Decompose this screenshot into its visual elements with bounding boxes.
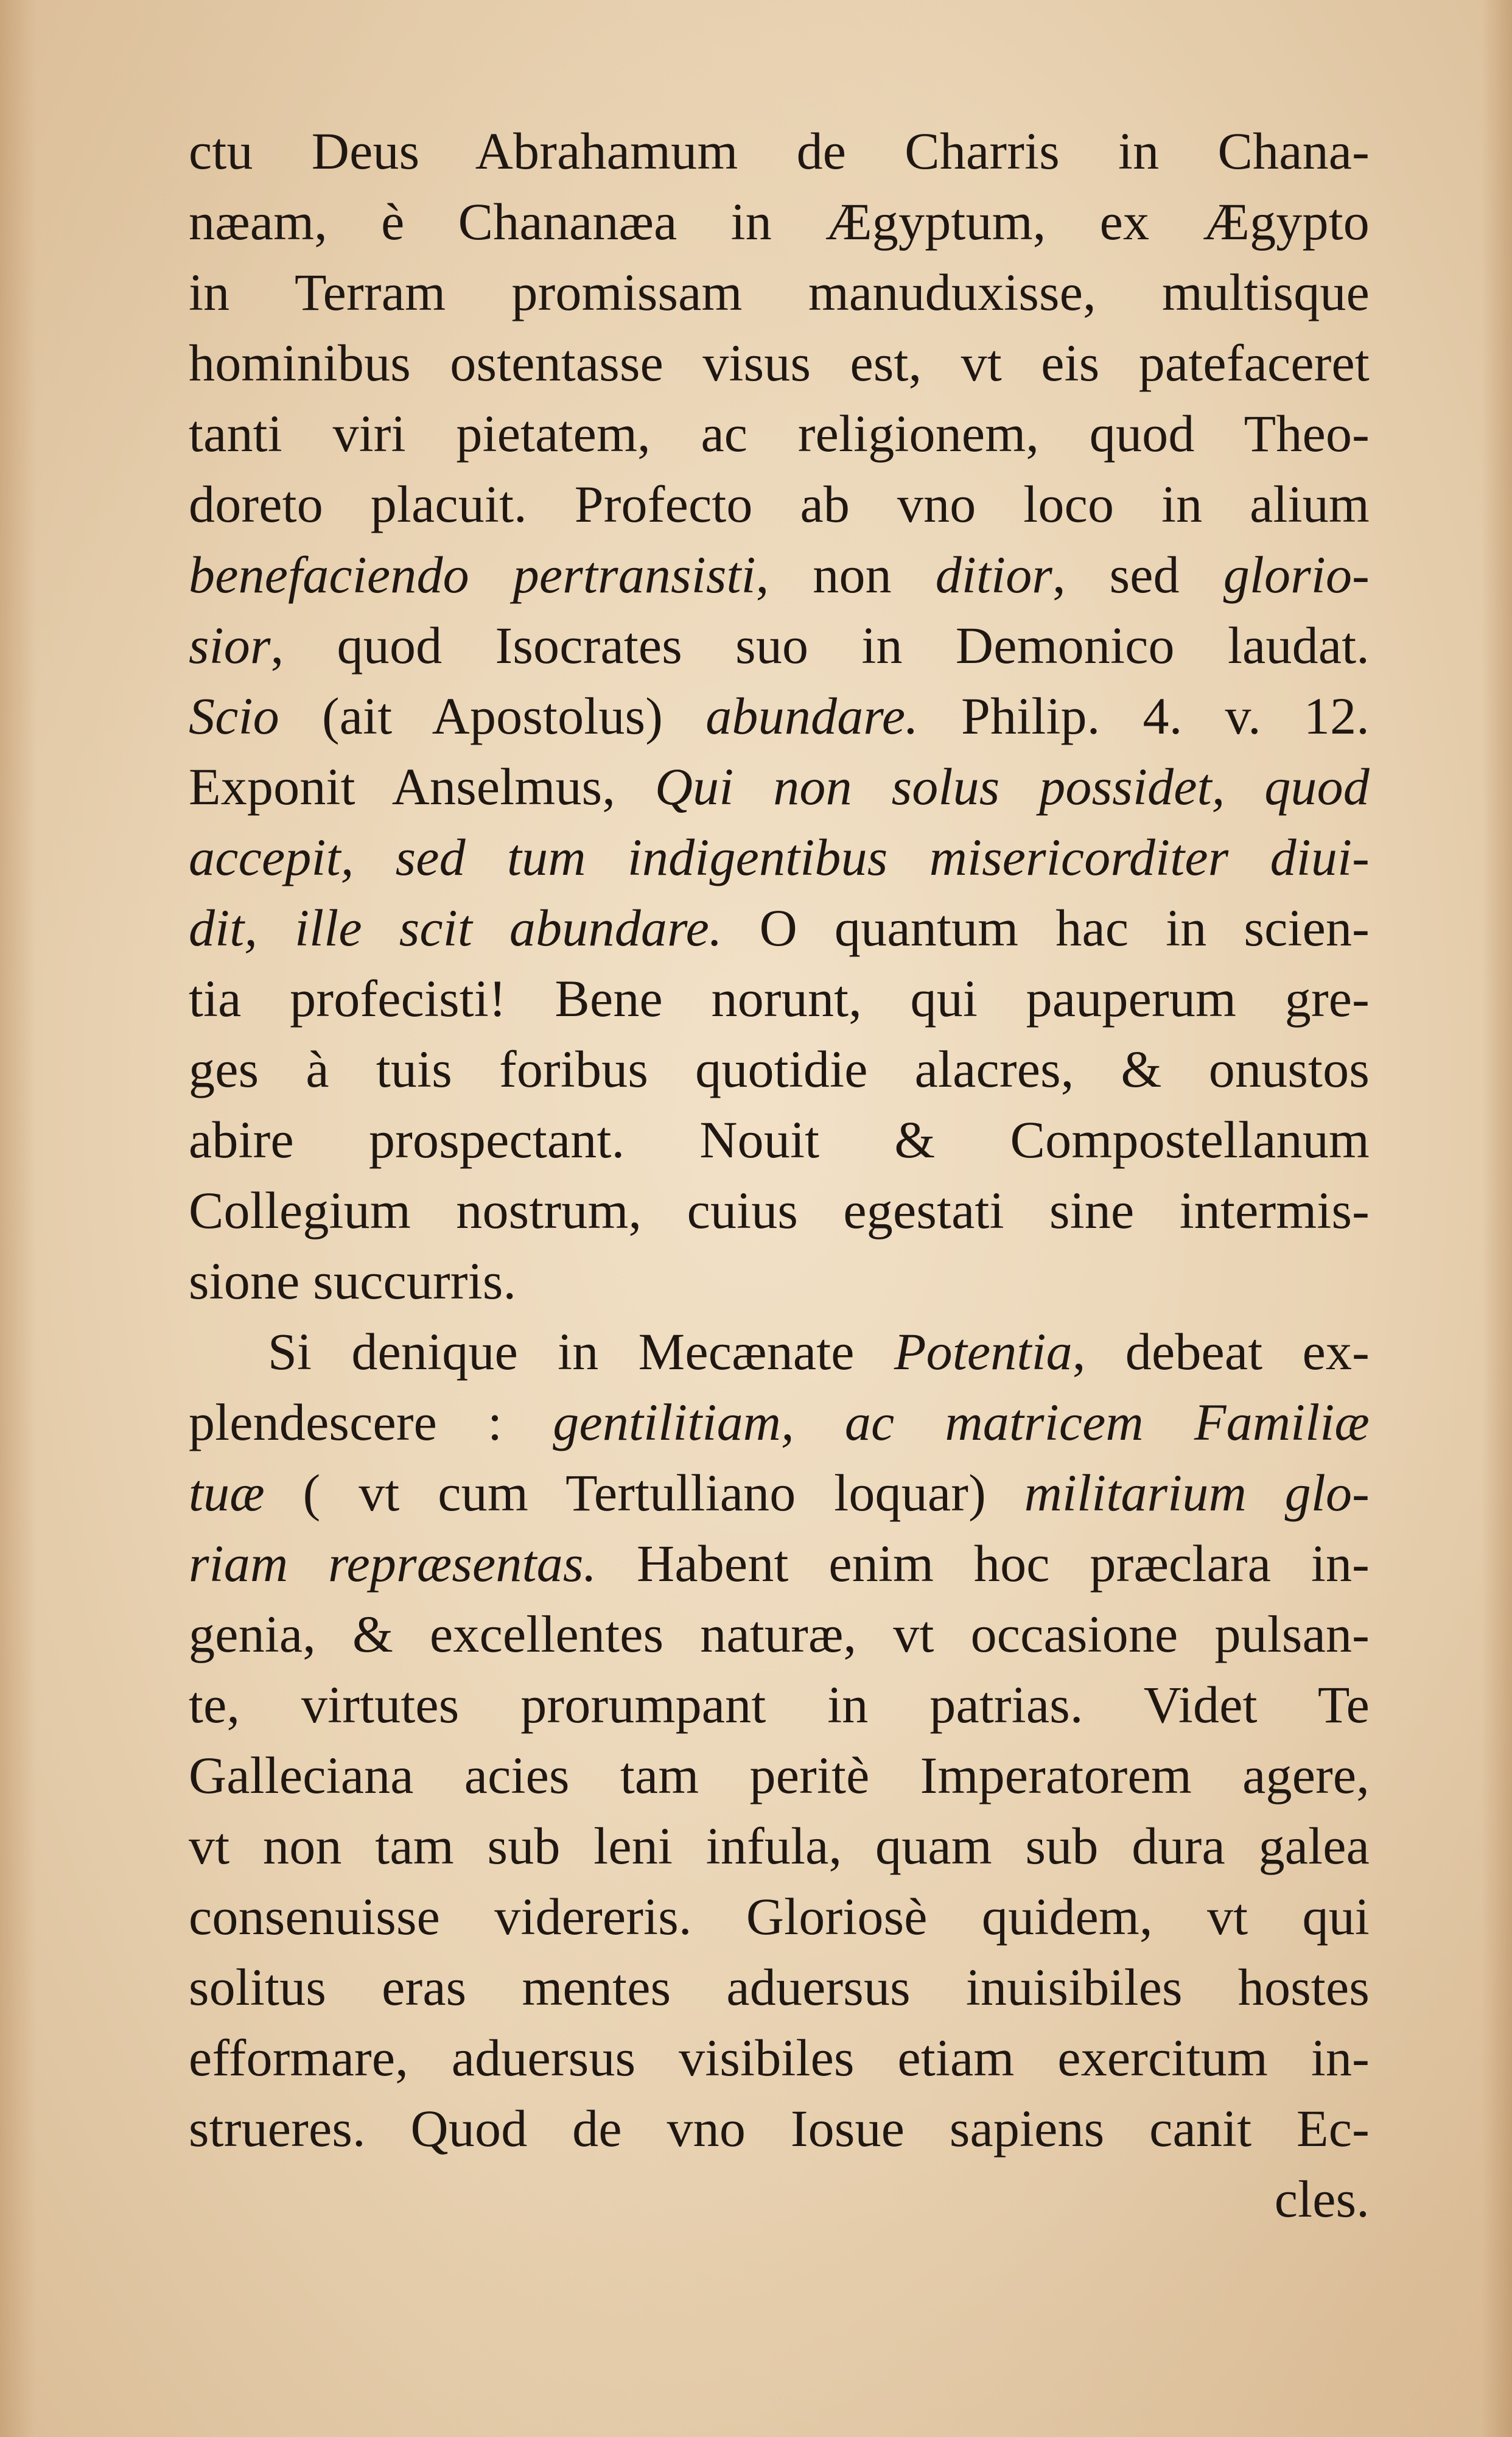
italic-text: sior — [189, 616, 271, 675]
roman-text: abire prospectant. Nouit & Compostellanum — [189, 1110, 1370, 1169]
text-line — [189, 1316, 1370, 1387]
text-line — [189, 469, 1370, 539]
italic-text: dit, ille scit abundare. — [189, 899, 723, 957]
roman-text: te, virtutes prorumpant in patrias. Videt Te — [189, 1675, 1370, 1734]
roman-text: consenuisse videreris. Gloriosè quidem, vt qui — [189, 1887, 1370, 1946]
text-line — [189, 1740, 1370, 1811]
text-line — [189, 1528, 1370, 1599]
roman-text: Exponit Anselmus, — [189, 757, 655, 816]
roman-text: cles. — [1274, 2170, 1370, 2228]
roman-text: O quantum hac in scien- — [722, 899, 1370, 957]
text-line — [189, 1387, 1370, 1457]
roman-text: hominibus ostentasse visus est, vt eis patefaceret — [189, 334, 1370, 392]
italic-text: ditior — [935, 545, 1053, 604]
italic-text: Qui non solus possidet, quod — [654, 757, 1370, 816]
roman-text: , sed — [1052, 545, 1223, 604]
roman-text: doreto placuit. Profecto ab vno loco in alium — [189, 475, 1370, 533]
roman-text: næam, è Chananæa in Ægyptum, ex Ægypto — [189, 192, 1370, 251]
text-line — [189, 1599, 1370, 1669]
roman-text: tanti viri pietatem, ac religionem, quod Theo- — [189, 404, 1370, 463]
text-line — [189, 892, 1370, 963]
roman-text: Habent enim hoc præclara in- — [597, 1534, 1370, 1593]
roman-text: genia, & excellentes naturæ, vt occasione pulsan- — [189, 1605, 1370, 1663]
roman-text: ges à tuis foribus quotidie alacres, & onustos — [189, 1040, 1370, 1098]
roman-text: plendescere : — [189, 1393, 553, 1451]
text-line — [189, 1175, 1370, 1246]
roman-text: tia profecisti! Bene norunt, qui pauperum gre- — [189, 969, 1370, 1028]
text-line — [189, 610, 1370, 681]
roman-text: , non — [755, 545, 936, 604]
roman-text: ctu Deus Abrahamum de Charris in Chana- — [189, 122, 1370, 180]
italic-text: tuæ — [189, 1464, 265, 1522]
text-line — [189, 186, 1370, 257]
roman-text: solitus eras mentes aduersus inuisibiles hostes — [189, 1958, 1370, 2016]
roman-text: ( vt cum Tertulliano loquar) — [264, 1464, 1024, 1522]
roman-text: , debeat ex- — [1072, 1322, 1370, 1381]
text-line — [189, 1952, 1370, 2022]
body-text — [189, 116, 1370, 2234]
text-line — [189, 116, 1370, 186]
text-line — [189, 681, 1370, 751]
roman-text: efformare, aduersus visibiles etiam exercitum in- — [189, 2028, 1370, 2087]
text-line — [189, 2164, 1370, 2234]
italic-text: Potentia — [894, 1322, 1073, 1381]
page-edge-shadow-right — [1482, 0, 1512, 2437]
text-line — [189, 822, 1370, 892]
text-line — [189, 1457, 1370, 1528]
roman-text: strueres. Quod de vno Iosue sapiens canit Ec- — [189, 2099, 1370, 2158]
italic-text: glorio- — [1223, 545, 1370, 604]
text-line — [189, 1104, 1370, 1175]
text-line — [189, 539, 1370, 610]
text-line — [189, 751, 1370, 822]
italic-text: accepit, sed tum indigentibus misericorditer diui- — [189, 828, 1370, 886]
text-line — [189, 2022, 1370, 2093]
roman-text: Philip. 4. v. 12. — [918, 687, 1370, 745]
roman-text: in Terram promissam manuduxisse, multisque — [189, 263, 1370, 321]
italic-text: riam repræsentas. — [189, 1534, 597, 1593]
text-line — [189, 257, 1370, 328]
text-line — [189, 1034, 1370, 1104]
italic-text: gentilitiam, ac matricem Familiæ — [553, 1393, 1370, 1451]
roman-text: Si denique in Mecænate — [268, 1322, 894, 1381]
roman-text: sione succurris. — [189, 1252, 517, 1310]
roman-text: vt non tam sub leni infula, quam sub dura galea — [189, 1817, 1370, 1875]
italic-text: abundare. — [705, 687, 919, 745]
text-line — [189, 398, 1370, 469]
roman-text: (ait Apostolus) — [279, 687, 706, 745]
text-line — [189, 1669, 1370, 1740]
roman-text: Galleciana acies tam peritè Imperatorem agere, — [189, 1746, 1370, 1804]
text-line — [189, 963, 1370, 1034]
roman-text: , quod Isocrates suo in Demonico laudat. — [270, 616, 1370, 675]
text-line — [189, 1881, 1370, 1952]
italic-text: benefaciendo pertransisti — [189, 545, 756, 604]
page-edge-shadow-left — [0, 0, 37, 2437]
text-line — [189, 1811, 1370, 1881]
text-line — [189, 2093, 1370, 2164]
roman-text: Collegium nostrum, cuius egestati sine intermis- — [189, 1181, 1370, 1240]
text-line — [189, 1246, 1370, 1316]
text-line — [189, 328, 1370, 398]
italic-text: Scio — [189, 687, 279, 745]
italic-text: militarium glo- — [1024, 1464, 1370, 1522]
